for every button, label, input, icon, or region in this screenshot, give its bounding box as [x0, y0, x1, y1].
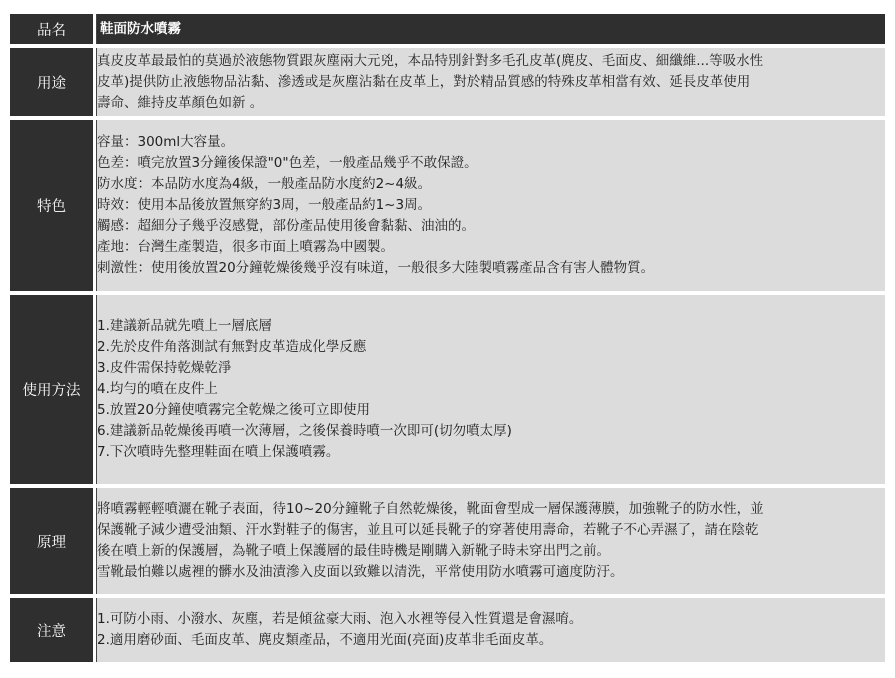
principle-line: 保護靴子減少遭受油類、汗水對鞋子的傷害，並且可以延長靴子的穿著使用壽命，若靴子不心弄濕了，請在陰乾 — [97, 522, 759, 538]
usage-line: 皮革)提供防止液態物品沾黏、滲透或是灰塵沾黏在皮革上，對於精品質感的特殊皮革相當有效、延長皮革使用 — [97, 73, 751, 90]
row-usage — [10, 48, 885, 116]
row-product-name — [10, 14, 885, 44]
row-features — [10, 120, 885, 291]
principle-line: 雪靴最怕難以處裡的髒水及油漬滲入皮面以致難以清洗，平常使用防水噴霧可適度防汙。 — [97, 564, 624, 580]
feature-item: 防水度：本品防水度為4級，一般產品防水度約2~4級。 — [97, 176, 432, 192]
method-steps — [96, 295, 885, 484]
row-usage-method — [10, 295, 885, 484]
feature-item: 時效：使用本品後放置無穿約3周，一般產品約1~3周。 — [97, 197, 432, 213]
usage-line: 真皮皮革最最怕的莫過於液態物質跟灰塵兩大元兇，本品特別針對多毛孔皮革(麂皮、毛面皮、細纖維...等吸水性 — [97, 52, 764, 69]
row-notice — [10, 598, 885, 662]
feature-item: 容量：300ml大容量。 — [97, 134, 235, 150]
product-name-value: 鞋面防水噴霧 — [96, 14, 885, 44]
usage-text — [96, 48, 885, 116]
method-step: 2.先於皮件角落測試有無對皮革造成化學反應 — [97, 339, 367, 355]
method-step: 4.均勻的噴在皮件上 — [97, 381, 218, 397]
label-features: 特色 — [10, 120, 96, 291]
principle-line: 將噴霧輕輕噴灑在靴子表面，待10~20分鐘靴子自然乾燥後，靴面會型成一層保護薄膜，加強靴子的防水性，並 — [97, 501, 764, 517]
label-principle: 原理 — [10, 488, 96, 594]
feature-item: 刺激性：使用後放置20分鐘乾燥後幾乎沒有味道，一般很多大陸製噴霧產品含有害人體物質。 — [97, 260, 655, 276]
label-notice: 注意 — [10, 598, 96, 662]
features-list — [96, 120, 885, 291]
feature-item: 觸感：超細分子幾乎沒感覺，部份產品使用後會黏黏、油油的。 — [97, 218, 475, 234]
notice-item: 2.適用磨砂面、毛面皮革、麂皮類產品，不適用光面(亮面)皮革非毛面皮革。 — [97, 632, 553, 648]
feature-item: 產地：台灣生產製造，很多市面上噴霧為中國製。 — [97, 239, 394, 255]
notice-list — [96, 598, 885, 662]
method-step: 7.下次噴時先整理鞋面在噴上保護噴霧。 — [97, 444, 340, 460]
method-step: 3.皮件需保持乾燥乾淨 — [97, 360, 232, 376]
method-step: 5.放置20分鐘使噴霧完全乾燥之後可立即使用 — [97, 402, 371, 418]
principle-text — [96, 488, 885, 594]
notice-item: 1.可防小雨、小潑水、灰塵，若是傾盆豪大雨、泡入水裡等侵入性質還是會濕唷。 — [97, 611, 583, 627]
product-spec-table — [10, 10, 885, 666]
method-step: 1.建議新品就先噴上一層底層 — [97, 318, 272, 334]
row-principle — [10, 488, 885, 594]
label-product-name: 品名 — [10, 14, 96, 44]
principle-line: 後在噴上新的保護層，為靴子噴上保護層的最佳時機是剛購入新靴子時未穿出門之前。 — [97, 543, 610, 559]
usage-line: 壽命、維持皮革顏色如新 。 — [97, 94, 264, 111]
label-usage-method: 使用方法 — [10, 295, 96, 484]
method-step: 6.建議新品乾燥後再噴一次薄層，之後保養時噴一次即可(切勿噴太厚) — [97, 423, 512, 439]
label-usage: 用途 — [10, 48, 96, 116]
feature-item: 色差：噴完放置3分鐘後保證"0"色差，一般產品幾乎不敢保證。 — [97, 155, 478, 171]
